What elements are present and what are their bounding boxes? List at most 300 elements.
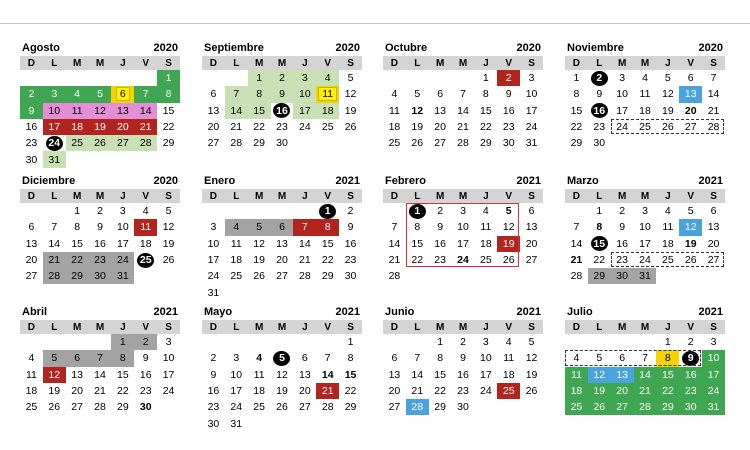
day-cell [43,219,66,235]
weekday-header: J [120,57,126,69]
weekday-header-row [202,189,362,203]
empty-cell [134,70,157,86]
day-cell [339,350,362,366]
day-number: 12 [94,104,106,117]
day-cell [497,135,520,151]
day-number: 30 [344,270,357,283]
day-number: 22 [593,254,606,267]
day-number: 19 [94,121,106,134]
day-number: 18 [139,237,152,250]
day-number: 4 [664,205,671,218]
empty-cell [89,334,112,350]
day-number: 8 [437,352,444,365]
day-cell [406,219,429,235]
day-number: 24 [525,121,538,134]
day-number: 15 [344,368,357,381]
day-cell [66,119,89,135]
day-cell [565,219,588,235]
day-number: 30 [502,137,515,150]
empty-cell [293,334,316,350]
day-cell [406,350,429,366]
day-number: 21 [570,254,583,267]
day-cell [656,252,679,268]
month-julio [565,306,725,415]
day-cell [656,383,679,399]
day-number: 29 [662,401,674,414]
day-number: 16 [94,237,106,250]
month-name: Diciembre [22,175,76,187]
day-cell [520,367,543,383]
weekday-header: V [505,321,513,333]
day-cell [111,236,134,252]
month-marzo [565,175,725,284]
empty-cell [611,334,634,350]
day-cell [271,350,294,366]
day-cell [565,86,588,102]
day-cell [520,119,543,135]
day-number: 10 [299,88,311,101]
day-cell [611,219,634,235]
day-cell [66,268,89,284]
day-cell [429,334,452,350]
day-number: 15 [434,368,446,381]
day-cell [20,350,43,366]
day-cell [202,383,225,399]
day-number: 14 [388,237,401,250]
day-number: 26 [593,401,606,414]
day-cell [634,350,657,366]
day-cell [474,119,497,135]
day-cell [293,268,316,284]
day-number: 22 [321,254,334,267]
day-cell [248,367,271,383]
day-cell [588,135,611,151]
day-cell [497,334,520,350]
day-number: 9 [142,352,149,365]
day-cell [89,135,112,151]
month-year: 2021 [698,306,723,318]
day-number: 19 [253,254,265,267]
day-number: 2 [347,205,354,218]
month-header [20,306,180,320]
day-cell [656,399,679,415]
day-number: 12 [593,368,606,381]
day-cell [157,367,180,383]
day-cell [429,367,452,383]
day-number: 15 [162,104,175,117]
weekday-header-row [20,320,180,334]
day-number: 26 [662,121,674,134]
day-cell [565,399,588,415]
day-number: 14 [570,237,583,250]
day-cell [157,252,180,268]
day-number: 4 [256,352,263,365]
month-year: 2020 [153,175,178,187]
day-number: 4 [642,72,648,85]
weekday-header: S [528,57,535,69]
day-number: 24 [457,254,469,267]
day-number: 11 [639,88,651,101]
day-number: 1 [573,72,580,85]
day-cell [225,103,248,119]
day-number: 5 [51,352,58,365]
day-number: 11 [25,368,37,381]
day-number: 6 [687,72,694,85]
month-year: 2021 [516,306,541,318]
day-cell [111,252,134,268]
day-number: 1 [319,204,336,219]
weekday-header: D [572,321,581,333]
day-number: 6 [301,352,308,365]
day-number: 15 [321,237,334,250]
weekday-header: M [617,190,627,202]
day-number: 11 [388,104,400,117]
weekday-header: L [233,190,240,202]
empty-cell [43,70,66,86]
day-cell [520,70,543,86]
day-cell [89,103,112,119]
day-cell [248,268,271,284]
weekday-header: L [414,190,421,202]
weekday-header: J [483,57,489,69]
day-number: 3 [165,336,172,349]
weekday-header: J [483,190,489,202]
day-number: 15 [117,368,129,381]
day-number: 9 [347,221,354,234]
day-number: 31 [48,153,61,166]
day-cell [452,203,475,219]
weekday-header: M [254,57,264,69]
day-number: 1 [347,336,354,349]
day-cell [611,399,634,415]
days-grid [20,334,180,415]
empty-cell [316,334,339,350]
day-number: 19 [48,385,61,398]
day-number: 30 [593,137,606,150]
day-cell [20,252,43,268]
day-number: 14 [321,368,334,381]
weekday-header: S [347,321,354,333]
day-number: 6 [528,205,535,218]
day-number: 23 [616,254,628,267]
day-number: 22 [162,121,175,134]
day-cell [202,415,225,431]
day-cell [316,383,339,399]
weekday-header: M [277,190,287,202]
day-cell [588,103,611,119]
day-number: 10 [230,368,243,381]
day-cell [271,252,294,268]
day-number: 25 [71,137,83,150]
day-number: 27 [525,254,538,267]
day-number: 14 [94,368,106,381]
day-cell [316,367,339,383]
day-number: 16 [684,368,697,381]
empty-cell [406,334,429,350]
empty-cell [383,334,406,350]
day-cell [634,86,657,102]
day-cell [293,350,316,366]
day-cell [565,252,588,268]
day-cell [429,86,452,102]
day-number: 31 [207,286,220,299]
day-cell [111,350,134,366]
empty-cell [202,203,225,219]
day-number: 16 [457,368,469,381]
day-cell [134,350,157,366]
day-number: 22 [411,254,424,267]
day-cell [588,86,611,102]
day-number: 2 [591,71,608,86]
day-cell [452,350,475,366]
day-cell [634,70,657,86]
day-cell [520,135,543,151]
weekday-header: M [640,57,650,69]
day-cell [271,268,294,284]
day-number: 14 [457,104,469,117]
day-cell [316,86,339,102]
day-cell [679,203,702,219]
day-number: 31 [707,401,720,414]
day-cell [89,399,112,415]
weekday-header: L [414,57,421,69]
day-cell [702,219,725,235]
weekday-header: S [347,57,354,69]
day-cell [634,203,657,219]
day-number: 2 [505,72,512,85]
days-grid [565,334,725,415]
day-cell [225,367,248,383]
day-number: 20 [388,385,401,398]
day-number: 30 [25,153,38,166]
day-number: 12 [253,237,265,250]
empty-cell [452,70,475,86]
day-cell [611,103,634,119]
day-cell [248,236,271,252]
month-name: Mayo [204,306,233,318]
day-cell [383,103,406,119]
weekday-header: V [142,190,150,202]
day-cell [134,103,157,119]
day-cell [679,367,702,383]
day-cell [474,103,497,119]
day-cell [316,119,339,135]
day-cell [316,103,339,119]
day-number: 28 [299,270,311,283]
day-number: 2 [460,336,466,349]
day-number: 7 [142,88,149,101]
day-number: 18 [662,237,674,250]
day-cell [157,70,180,86]
day-cell [429,236,452,252]
day-cell [157,219,180,235]
day-cell [134,86,157,102]
day-number: 12 [344,88,357,101]
month-header [565,306,725,320]
day-cell [656,350,679,366]
day-cell [383,236,406,252]
day-cell [702,119,725,135]
day-number: 26 [684,254,697,267]
day-cell [111,383,134,399]
day-cell [429,103,452,119]
day-cell [43,350,66,366]
day-number: 6 [391,352,398,365]
day-number: 12 [411,104,424,117]
day-cell [634,119,657,135]
day-number: 26 [344,121,357,134]
day-cell [634,219,657,235]
day-cell [383,383,406,399]
month-year: 2020 [516,42,541,54]
day-number: 26 [276,401,288,414]
day-number: 1 [437,336,444,349]
day-number: 1 [256,72,263,85]
day-cell [202,119,225,135]
day-cell [339,203,362,219]
day-cell [497,203,520,219]
weekday-header: J [665,57,671,69]
day-cell [316,350,339,366]
month-name: Octubre [385,42,428,54]
weekday-header: M [617,57,627,69]
day-cell [66,203,89,219]
day-number: 25 [25,401,38,414]
day-number: 17 [207,254,220,267]
day-cell [611,70,634,86]
day-number: 13 [616,368,628,381]
day-cell [271,399,294,415]
day-number: 25 [639,121,651,134]
day-number: 29 [593,270,606,283]
day-number: 30 [684,401,697,414]
day-cell [157,334,180,350]
day-cell [702,350,725,366]
day-number: 9 [210,368,217,381]
day-cell [66,383,89,399]
weekday-header: L [596,321,603,333]
day-number: 18 [388,121,401,134]
day-cell [452,334,475,350]
day-number: 2 [97,205,103,218]
empty-cell [429,70,452,86]
day-number: 8 [324,221,331,234]
day-number: 20 [207,121,220,134]
day-number: 4 [482,205,489,218]
day-number: 24 [639,254,651,267]
day-cell [520,236,543,252]
day-cell [497,86,520,102]
day-cell [679,219,702,235]
day-cell [565,268,588,284]
day-number: 26 [502,254,515,267]
day-number: 27 [117,137,129,150]
day-number: 14 [299,237,311,250]
day-number: 21 [639,385,651,398]
day-cell [293,367,316,383]
empty-cell [406,70,429,86]
empty-cell [271,334,294,350]
day-cell [339,399,362,415]
day-number: 13 [25,237,38,250]
day-number: 12 [162,221,175,234]
day-number: 21 [321,385,334,398]
day-number: 11 [570,368,582,381]
day-cell [111,119,134,135]
weekday-header: L [414,321,421,333]
day-number: 13 [434,104,446,117]
weekday-header: M [95,190,105,202]
day-cell [248,219,271,235]
weekday-header: D [209,57,218,69]
day-number: 16 [25,121,38,134]
weekday-header: J [483,321,489,333]
day-number: 29 [117,401,129,414]
day-cell [383,119,406,135]
day-cell [588,236,611,252]
day-cell [157,350,180,366]
day-cell [111,367,134,383]
month-name: Agosto [22,42,60,54]
day-number: 30 [94,270,106,283]
day-cell [611,236,634,252]
weekday-header: V [505,190,513,202]
day-number: 5 [596,352,603,365]
day-number: 7 [391,221,398,234]
weekday-header: V [142,321,150,333]
day-number: 20 [707,237,720,250]
day-cell [656,70,679,86]
day-cell [20,103,43,119]
day-cell [520,203,543,219]
day-number: 17 [639,237,651,250]
day-cell [157,383,180,399]
day-number: 6 [28,221,35,234]
day-number: 4 [505,336,512,349]
month-septiembre [202,42,362,151]
weekday-header: L [51,190,58,202]
day-number: 21 [139,121,152,134]
day-cell [316,252,339,268]
weekday-header: M [640,190,650,202]
day-number: 7 [573,221,580,234]
day-cell [588,70,611,86]
day-number: 11 [230,237,242,250]
month-year: 2021 [698,175,723,187]
day-cell [66,219,89,235]
days-grid [383,70,543,151]
day-cell [271,367,294,383]
day-number: 9 [437,221,444,234]
month-year: 2021 [153,306,178,318]
day-number: 4 [391,88,398,101]
day-number: 15 [662,368,674,381]
day-cell [202,86,225,102]
day-number: 6 [437,88,444,101]
day-number: 23 [457,385,469,398]
month-header [565,42,725,56]
weekday-header-row [202,320,362,334]
day-cell [157,236,180,252]
weekday-header: V [142,57,150,69]
day-cell [702,399,725,415]
day-number: 5 [687,205,694,218]
day-number: 6 [74,352,81,365]
day-number: 25 [137,253,154,268]
day-number: 13 [684,88,697,101]
empty-cell [225,70,248,86]
weekday-header: M [617,321,627,333]
